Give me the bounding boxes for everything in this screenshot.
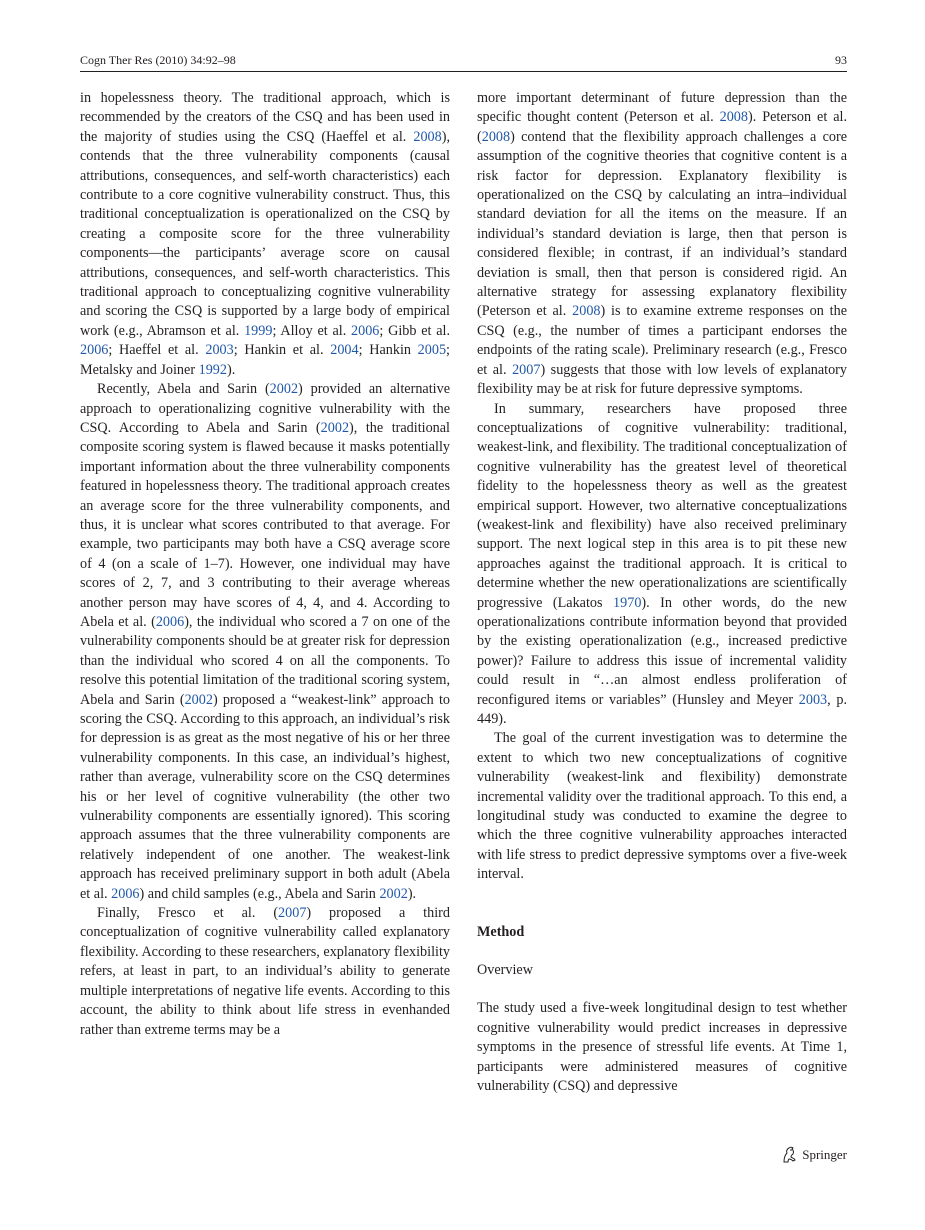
running-header [80, 52, 847, 68]
right-column [477, 89, 847, 1097]
springer-horse-icon [781, 1146, 797, 1164]
citation-link[interactable]: 2003 [798, 691, 828, 708]
citation-link[interactable]: 1992 [198, 361, 227, 378]
page-number: 93 [835, 53, 847, 67]
citation-link[interactable]: 2006 [111, 885, 140, 902]
citation-link[interactable]: 2002 [184, 691, 213, 708]
section-heading-method: Method [477, 923, 525, 940]
citation-link[interactable]: 2007 [512, 361, 541, 378]
header-rule [80, 71, 847, 72]
citation-link[interactable]: 2007 [278, 905, 307, 922]
subsection-heading-overview: Overview [477, 962, 533, 979]
paragraph: The study used a five-week longitudinal design to test whether cognitive vulnerability would predict increases in depressive symptoms in the presence of stressful life events. At Time 1, participants were administered measures of cognitive vulnerability (CSQ) and depressive [477, 1000, 847, 1095]
citation-link[interactable]: 2006 [155, 613, 185, 630]
citation-link[interactable]: 2002 [320, 419, 350, 436]
citation-link[interactable]: 2008 [572, 303, 601, 320]
publisher-name: Springer [802, 1147, 847, 1162]
paragraph: Recently, Abela and Sarin (2002) provided an alternative approach to operationalizing cognitive vulnerability with the CSQ. According to Abela and Sarin (2002), the traditional composite scoring system is flawed because it masks potentially important information about the three vulnerability components featured in hopelessness theory. The traditional approach creates an average score for the three vulnerability components, and thus, it is unclear what scores contributed to that average. For example, two participants may both have a CSQ average score of 4 (on a scale of 1–7). However, one individual may have scores of 2, 7, and 3 contributing to their average whereas another person may have scores of 4, 4, and 4. According to Abela et al. (2006), the individual who scored a 7 on one of the vulnerability components should be at greater risk for depression than the individual who scored 4 on all the components. To resolve this potential limitation of the traditional scoring system, Abela and Sarin (2002) proposed a “weakest-link” approach to scoring the CSQ. According to this approach, an individual’s risk for depression is as great as the most negative of his or her three vulnerability components. In this case, an individual’s highest, rather than average, vulnerability score on the CSQ determines his or her level of cognitive vulnerability (the other two vulnerability components are essentially ignored). This scoring approach assumes that the three vulnerability components are relatively independent of one another. The weakest-link approach has received preliminary support in both adult (Abela et al. 2006) and child samples (e.g., Abela and Sarin 2002). [80, 381, 451, 902]
citation-link[interactable]: 2008 [481, 128, 511, 145]
citation-link[interactable]: 2002 [379, 885, 408, 902]
citation-link[interactable]: 1970 [613, 594, 642, 611]
citation-link[interactable]: 2003 [205, 342, 234, 359]
citation-link[interactable]: 2008 [719, 109, 748, 126]
citation-link[interactable]: 2008 [413, 128, 442, 145]
left-column [80, 89, 450, 1040]
citation-link[interactable]: 2006 [351, 322, 380, 339]
paragraph: Finally, Fresco et al. (2007) proposed a third conceptualization of cognitive vulnerability called explanatory flexibility. According to these researchers, explanatory flexibility refers, at least in part, to an individual’s ability to generate multiple interpretations of negative life events. According to this account, the ability to think about life stress in evenhanded rather than extreme terms may be a [80, 905, 450, 1038]
journal-citation: Cogn Ther Res (2010) 34:92–98 [80, 53, 236, 67]
paragraph: In summary, researchers have proposed three conceptualizations of cognitive vulnerability: traditional, weakest-link, and flexibility. The traditional conceptualization of cognitive vulnerability has the greatest level of theoretical fidelity to the hopelessness theory as well as the greatest empirical support. However, two alternative conceptualizations (weakest-link and flexibility) have also received preliminary support. The next logical step in this area is to pit these new approaches against the traditional approach. It is critical to determine whether the new operationalizations are scientifically progressive (Lakatos 1970). In other words, do the new operationalizations contribute information beyond that provided by the existing operationalization (e.g., increased predictive power)? Failure to address this issue of incremental validity could result in “…an almost endless proliferation of reconfigured items or variables” (Hunsley and Meyer 2003, p. 449). [477, 400, 847, 727]
citation-link[interactable]: 2004 [330, 342, 359, 359]
publisher-footer [781, 1146, 847, 1164]
paragraph: more important determinant of future depression than the specific thought content (Peterson et al. 2008). Peterson et al. (2008) contend that the flexibility approach challenges a core assumption of the cognitive theories that cognitive content is a risk factor for depression. Explanatory flexibility is operationalized on the CSQ by calculating an intra–individual standard deviation for all the items on the measure. If an individual’s standard deviation is large, then that person is considered flexible; in contrast, if an individual’s standard deviation is small, then that person is considered rigid. An alternative strategy for assessing explanatory flexibility (Peterson et al. 2008) is to examine extreme responses on the CSQ (e.g., the number of times a participant endorses the endpoints of the rating scale). Preliminary research (e.g., Fresco et al. 2007) suggests that those with low levels of explanatory flexibility may be at risk for future depressive symptoms. [477, 90, 848, 398]
citation-link[interactable]: 1999 [244, 322, 273, 339]
paragraph: The goal of the current investigation was to determine the extent to which two new conceptualizations of cognitive vulnerability (weakest-link and flexibility) demonstrate incremental validity over the traditional approach. To this end, a longitudinal study was conducted to examine the degree to which the three cognitive vulnerability approaches interacted with life stress to predict depressive symptoms over a five-week interval. [477, 730, 847, 883]
citation-link[interactable]: 2005 [417, 342, 447, 359]
citation-link[interactable]: 2002 [269, 381, 299, 398]
citation-link[interactable]: 2006 [80, 342, 109, 359]
paragraph: in hopelessness theory. The traditional approach, which is recommended by the creators of the CSQ and has been used in the majority of studies using the CSQ (Haeffel et al. 2008), contends that the three vulnerability components (causal attributions, consequences, and self-worth characteristics) each contribute to a core cognitive vulnerability construct. Thus, this traditional conceptualization is operationalized on the CSQ by creating a composite score for the three vulnerability components—the participants’ average score on causal attributions, consequences, and self-worth characteristics. This traditional approach to conceptualizing cognitive vulnerability and scoring the CSQ is supported by a large body of empirical work (e.g., Abramson et al. 1999; Alloy et al. 2006; Gibb et al. 2006; Haeffel et al. 2003; Hankin et al. 2004; Hankin 2005; Metalsky and Joiner 1992). [80, 90, 451, 378]
